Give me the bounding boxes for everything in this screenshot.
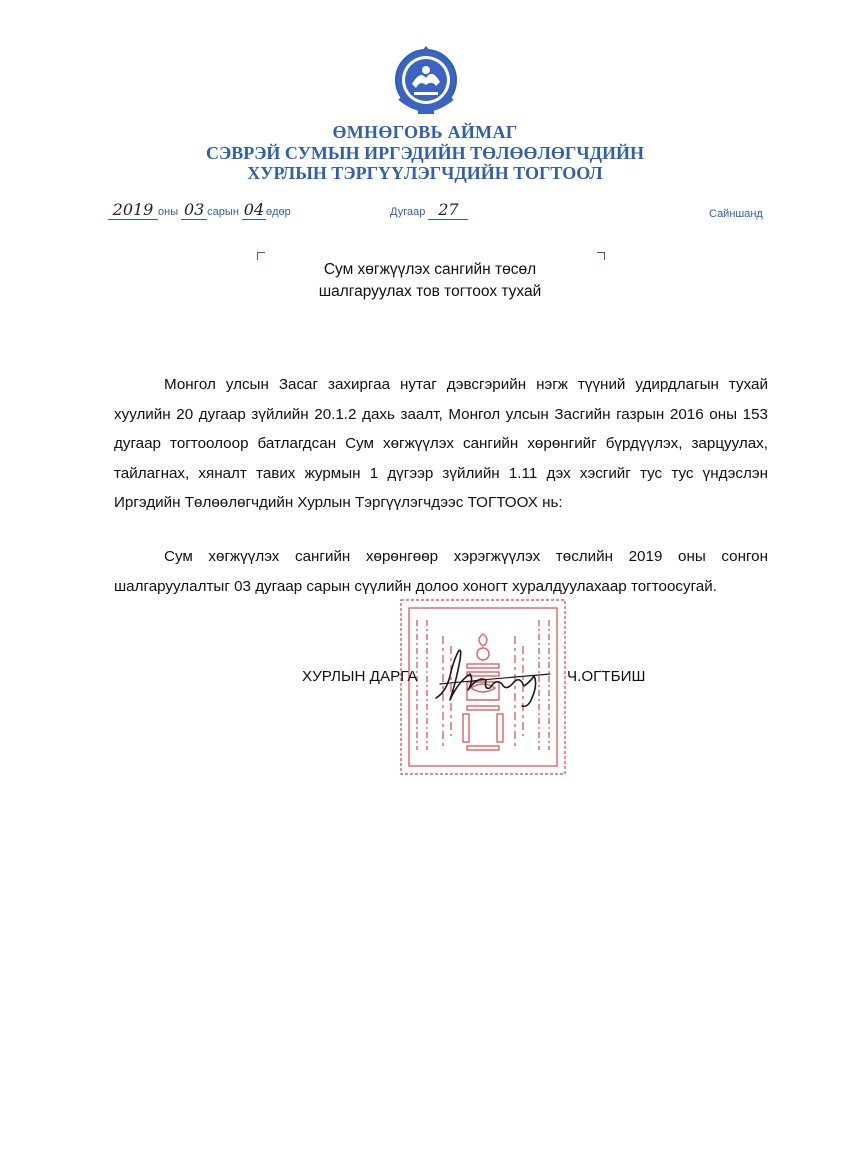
number-field <box>390 200 468 224</box>
date-field <box>108 200 291 224</box>
date-day: 04 <box>243 200 265 219</box>
header-organization: СЭВРЭЙ СУМЫН ИРГЭДИЙН ТӨЛӨӨЛӨГЧДИЙН <box>206 143 644 163</box>
body-paragraph-1: Монгол улсын Засаг захиргаа нутаг дэвсгэрийн нэгж түүний удирдлагын тухай хуулийн 20 дугаар зүйлийн 20.1.2 дахь заалт, Монгол улсын Засгийн газрын 2016 оны 153 дугаар тогтоолоор батлагдсан Сум хөгжүүлэх сангийн хөрөнгийг бүрдүүлэх, зарцуулах, тайлагнах, хяналт тавих журмын 1 дүгээр зүйлийн 1.11 дэх хэсгийг тус тус үндэслэн Иргэдийн Төлөөлөгчдийн Хурлын Тэргүүлэгчдээс ТОГТООХ нь: <box>114 376 768 512</box>
number-label: Дугаар <box>390 206 426 218</box>
state-emblem-icon <box>390 38 462 118</box>
date-year: 2019 <box>112 200 154 219</box>
header-region: ӨМНӨГОВЬ АЙМАГ <box>332 122 518 142</box>
handwritten-signature <box>430 640 560 720</box>
year-label: оны <box>158 206 179 218</box>
month-label: сарын <box>207 206 239 218</box>
document-title-line2: шалгаруулах тов тогтоох тухай <box>318 283 542 300</box>
header-document-type: ХУРЛЫН ТЭРГҮҮЛЭГЧДИЙН ТОГТООЛ <box>247 163 603 183</box>
signatory-role: ХУРЛЫН ДАРГА <box>302 668 418 685</box>
date-month: 03 <box>183 200 205 219</box>
day-label: өдөр <box>265 206 291 218</box>
document-number: 27 <box>438 200 459 219</box>
body-paragraph-2: Сум хөгжүүлэх сангийн хөрөнгөөр хэрэгжүүлэх төслийн 2019 оны сонгон шалгаруулалтыг 03 дугаар сарын сүүлийн долоо хоногт хуралдуулахаар тогтоосугай. <box>114 548 768 595</box>
city-label: Сайншанд <box>709 208 763 220</box>
document-title-line1: Сум хөгжүүлэх сангийн төсөл <box>323 261 537 278</box>
signatory-name: Ч.ОГТБИШ <box>567 668 646 685</box>
